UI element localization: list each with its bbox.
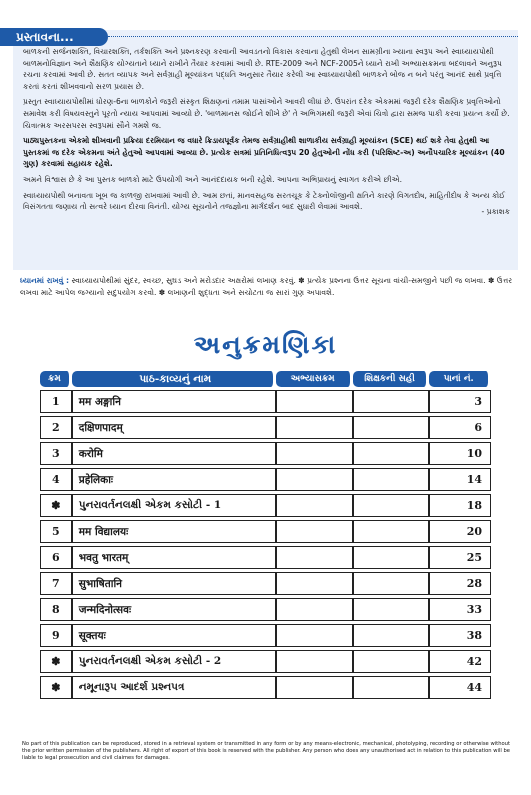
toc-row-number: ✽ xyxy=(40,494,72,517)
toc-row-syllabus-cell xyxy=(276,494,353,517)
toc-row-number: ✽ xyxy=(40,650,72,673)
toc-row-signature-cell xyxy=(353,390,430,413)
toc-row-number: 5 xyxy=(40,520,72,543)
preface-title: પ્રસ્તાવના... xyxy=(0,28,108,46)
toc-row-syllabus-cell xyxy=(276,624,353,647)
toc-row xyxy=(40,494,491,517)
toc-row-signature-cell xyxy=(353,676,430,699)
toc-row-name: सुभाषितानि xyxy=(72,572,276,595)
toc-row xyxy=(40,520,491,543)
toc-row-name: मम अङ्गानि xyxy=(72,390,276,413)
toc-row-syllabus-cell xyxy=(276,676,353,699)
toc-row-syllabus-cell xyxy=(276,598,353,621)
toc-row-signature-cell xyxy=(353,598,430,621)
toc-row-signature-cell xyxy=(353,546,430,569)
toc-row-page: 28 xyxy=(429,572,491,595)
toc-row-number: 9 xyxy=(40,624,72,647)
toc-row xyxy=(40,416,491,439)
toc-row-page: 44 xyxy=(429,676,491,699)
toc-row xyxy=(40,390,491,413)
toc-row-name: सूक्तयः xyxy=(72,624,276,647)
toc-table xyxy=(40,368,491,702)
toc-row-signature-cell xyxy=(353,572,430,595)
toc-row xyxy=(40,572,491,595)
toc-row xyxy=(40,546,491,569)
toc-row-page: 3 xyxy=(429,390,491,413)
header-teacher-sign: શિક્ષકની સહી xyxy=(353,371,430,387)
preface-paragraph-5: સ્વાધ્યાયપોથી બનાવતા ખૂબ જ કાળજી રાખવામાં આવી છે. આમ છતાં, માનવસહજ સરતચૂક કે ટેક્નોલૉજીની ક્ષતિને કારણે વિગતદોષ, માહિતીદોષ કે અન્ય કોઈ વિસંગતતા જણાય તો સત્વરે ધ્યાન દોરવા વિનંતી. યોગ્ય સૂચનોને તજજ્ઞોના માર્ગદર્શન બાદ સુધારી લેવામાં આવશે. xyxy=(23,190,506,212)
toc-row-syllabus-cell xyxy=(276,442,353,465)
toc-row-number: 2 xyxy=(40,416,72,439)
publisher-signature: - પ્રકાશક xyxy=(481,206,510,216)
toc-row-number: 3 xyxy=(40,442,72,465)
toc-row-page: 33 xyxy=(429,598,491,621)
toc-row-syllabus-cell xyxy=(276,468,353,491)
keep-in-mind-note xyxy=(20,275,518,298)
toc-row-page: 20 xyxy=(429,520,491,543)
toc-row-syllabus-cell xyxy=(276,546,353,569)
toc-row-syllabus-cell xyxy=(276,572,353,595)
preface-panel xyxy=(13,30,518,270)
toc-row xyxy=(40,442,491,465)
toc-row-number: 7 xyxy=(40,572,72,595)
toc-row xyxy=(40,676,491,699)
toc-row-name: जन्मदिनोत्सवः xyxy=(72,598,276,621)
toc-row-syllabus-cell xyxy=(276,650,353,673)
toc-row-number: 8 xyxy=(40,598,72,621)
note-text: સ્વાધ્યાયપોથીમાં સુંદર, સ્વચ્છ, સુઘડ અને મરોડદાર અક્ષરોમાં લખાણ કરવું. ✽ પ્રત્યેક પ્રશ્નના ઉત્તર સૂચના વાંચી-સમજીને પછી જ લખવા. ✽ ઉત્તર લખવા માટે આપેલ જગ્યાનો સદુપયોગ કરવો. ✽ લખાણની શુદ્ધતા અને સચોટતા જ સારાં ગુણ અપાવશે. xyxy=(20,276,513,297)
toc-row-name: પુનરાવર્તનલક્ષી એકમ કસોટી - 2 xyxy=(72,650,276,673)
toc-row-syllabus-cell xyxy=(276,520,353,543)
toc-row-name: નમૂનારૂપ આદર્શ પ્રશ્નપત્ર xyxy=(72,676,276,699)
toc-row-syllabus-cell xyxy=(276,390,353,413)
toc-row xyxy=(40,650,491,673)
toc-row-page: 25 xyxy=(429,546,491,569)
toc-row-name: પુનરાવર્તનલક્ષી એકમ કસોટી - 1 xyxy=(72,494,276,517)
toc-row xyxy=(40,624,491,647)
toc-row-signature-cell xyxy=(353,468,430,491)
toc-row-signature-cell xyxy=(353,650,430,673)
copyright-notice: No part of this publication can be reproduced, stored in a retrieval system or transmitted in any form or by any means-electronic, mechanical, photolyping, recording or otherwise without the prior written permission of the publishers. All right of export of this book is reserved with the publisher. Any person who does any unauthorised act in relation to this publication will be liable to legal prosecution and civil claimes for damages. xyxy=(22,741,510,761)
toc-row-page: 18 xyxy=(429,494,491,517)
toc-row-number: 4 xyxy=(40,468,72,491)
header-syllabus: અભ્યાસક્રમ xyxy=(276,371,353,387)
preface-divider xyxy=(108,36,518,37)
toc-row-signature-cell xyxy=(353,442,430,465)
header-lesson-name: પાઠ-કાવ્યનું નામ xyxy=(72,371,276,387)
toc-header-row xyxy=(40,371,491,387)
toc-row-page: 42 xyxy=(429,650,491,673)
toc-row-page: 6 xyxy=(429,416,491,439)
toc-row-syllabus-cell xyxy=(276,416,353,439)
toc-row-signature-cell xyxy=(353,520,430,543)
preface-paragraph-1: બાળકની સર્જનશક્તિ, વિચારશક્તિ, તર્કશક્તિ અને પ્રશ્નકરણ કરવાની આવડતનો વિકાસ કરવાના હેતુથી લેખન સામગ્રીના ખ્યાના સ્વરૂપ અને સ્વાધ્યાયપોથી બાળમનોવિજ્ઞાન અને શૈક્ષણિક યોગ્યતાને ધ્યાને રાખીને તૈયાર કરવામાં આવી છે. RTE-2009 અને NCF-2005ને ધ્યાને રાખી અભ્યાસક્રમના બદલાવને અનુરૂપ રચના કરવામાં આવી છે. સતત વ્યાપક અને સર્વગ્રાહી મૂલ્યાંકન પદ્ધતિ અનુસાર તૈયાર કરેલી આ સ્વાધ્યાયપોથી બાળકને બોજ ન બને પરંતુ આનંદ સાથે પ્રવૃત્તિ કરતાં કરતાં શીખવવાનો સરળ પ્રયાસ છે. xyxy=(23,47,502,91)
toc-row-page: 38 xyxy=(429,624,491,647)
toc-row-page: 14 xyxy=(429,468,491,491)
toc-row-number: ✽ xyxy=(40,676,72,699)
toc-row-name: प्रहेलिकाः xyxy=(72,468,276,491)
toc-row-signature-cell xyxy=(353,416,430,439)
note-label: ધ્યાનમાં રાખવું : xyxy=(20,276,70,285)
toc-row xyxy=(40,598,491,621)
toc-row-name: भवतु भारतम् xyxy=(72,546,276,569)
toc-row xyxy=(40,468,491,491)
header-page-no: પાનાં નં. xyxy=(429,371,491,387)
toc-row-name: मम विद्यालयः xyxy=(72,520,276,543)
toc-row-signature-cell xyxy=(353,624,430,647)
toc-row-number: 1 xyxy=(40,390,72,413)
toc-row-name: करोमि xyxy=(72,442,276,465)
toc-row-number: 6 xyxy=(40,546,72,569)
header-serial: ક્રમ xyxy=(40,371,72,387)
toc-title: અનુક્રમણિકા xyxy=(193,330,338,359)
toc-row-page: 10 xyxy=(429,442,491,465)
preface-paragraph-2: પ્રસ્તુત સ્વાધ્યાયપોથીમાં ધોરણ-6ના બાળકોને જરૂરી સંસ્કૃત શિક્ષણનાં તમામ પાસાંઓને આવરી લીધાં છે. ઉપરાંત દરેક એકમમાં જરૂરી દરેક શૈક્ષણિક પ્રવૃત્તિઓનો સમાવેશ કરી વિષયવસ્તુને પૂરતો ન્યાય આપવામાં આવ્યો છે. 'બાળમાનસ જોઈને શીખે છે' તે અભિગમથી જરૂરી એવાં ચિત્રો દ્વારા સમજ પાકી કરવા પ્રયત્ન કર્યો છે. ચિત્રાત્મક અરસપરસ સ્વરૂપમાં સૌને ગમશે જ. xyxy=(23,97,510,130)
toc-row-name: दक्षिणपादम् xyxy=(72,416,276,439)
preface-paragraph-4: અમને વિશ્વાસ છે કે આ પુસ્તક બાળકો માટે ઉપયોગી અને આનંદદાયક બની રહેશે. આપના અભિપ્રાયનું સ્વાગત કરીએ છીએ. xyxy=(23,174,403,184)
preface-paragraph-3: પાઠ્યપુસ્તકના એકમો શીખવાની પ્રક્રિયા દરમિયાન જ વધારે ક્રિડાયપૂર્વક તેમજ સર્વગ્રાહીથી શાળાકીય સર્વગ્રાહી મૂલ્યાંકન (SCE) થઈ શકે તેવા હેતુથી આ પુસ્તકમાં જ દરેક એકમના અંતે હેતુઓ આપવામાં આવ્યા છે. પ્રત્યેક સત્રમાં પ્રતિનિધિત્વરૂપ 20 હેતુઓની નોંધ કરી (પરિશિષ્ટ-અ) અનૌપચારિક મૂલ્યાંકન (40 ગુણ) કરવામાં સહાયક રહેશે. xyxy=(23,136,505,169)
toc-row-signature-cell xyxy=(353,494,430,517)
